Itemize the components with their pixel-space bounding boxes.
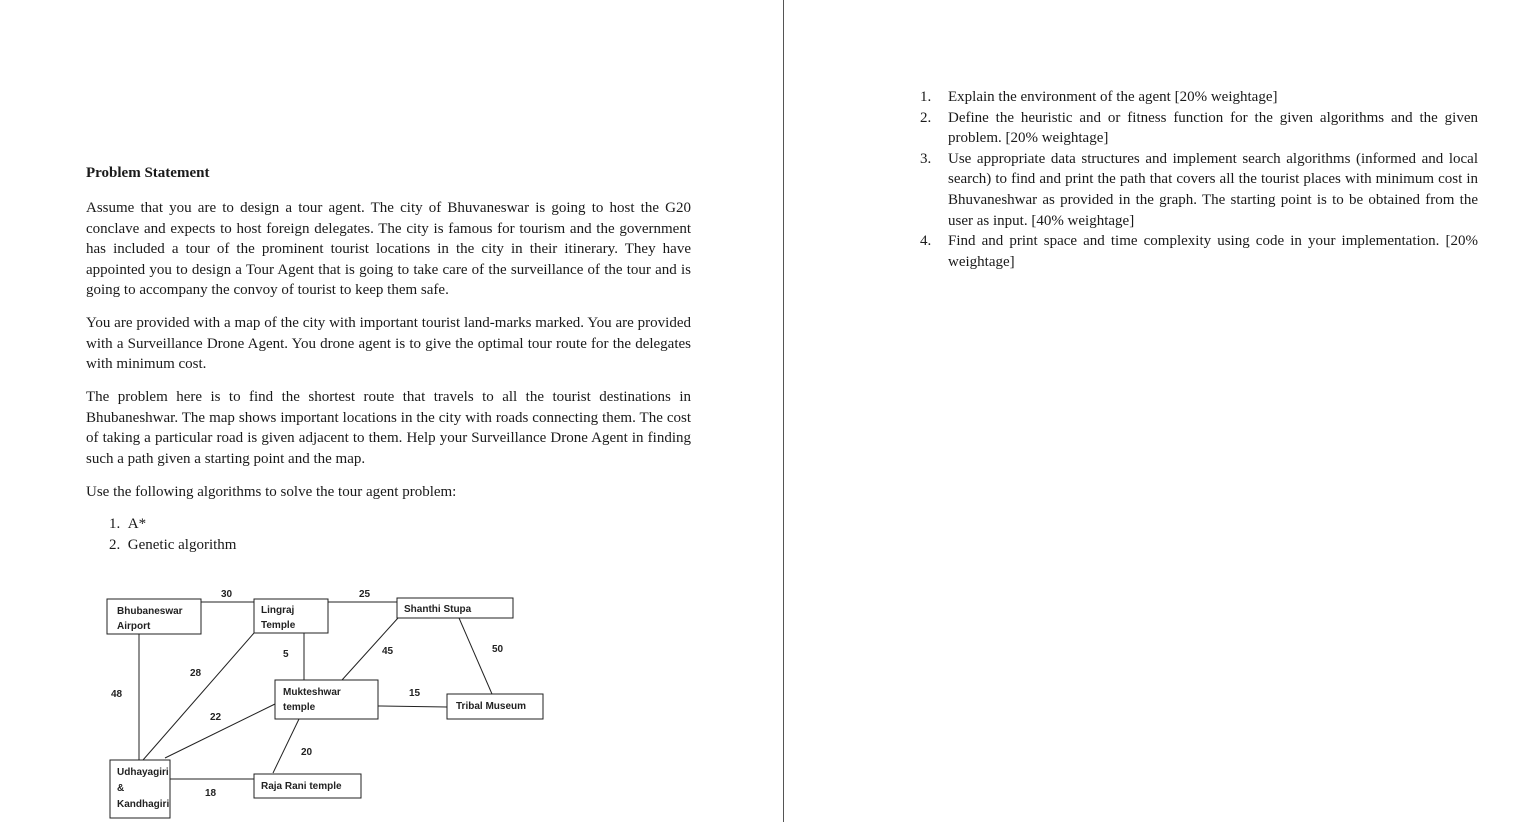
task-item (920, 149, 1478, 231)
node-rajarani-label: Raja Rani temple (261, 781, 342, 792)
cost-shanthi-tribal: 50 (492, 644, 504, 655)
problem-statement-heading: Problem Statement (86, 165, 210, 181)
node-airport-label-2: Airport (117, 621, 151, 632)
paragraph-problem: The problem here is to find the shortest route that travels to all the tourist destinations in Bhubaneshwar. The map shows important locations in the city with roads connecting them. The cost of taking a particular road is given adjacent to them. Help your Surveillance Drone Agent in finding such a path given a starting point and the map. (86, 389, 691, 467)
paragraph-intro: Assume that you are to design a tour agent. The city of Bhuvaneswar is going to host the G20 conclave and expects to host foreign delegates. The city is famous for tourism and the government has included a tour of the prominent tourist locations in the city in their itinerary. They have appointed you to design a Tour Agent that is going to take care of the surveillance of the tour and is going to accompany the convoy of tourist to keep them safe. (86, 200, 691, 299)
node-lingraj-label-2: Temple (261, 620, 296, 631)
node-udhayagiri-label-2: & (117, 783, 125, 794)
cost-udhayagiri-rajarani: 18 (205, 788, 217, 799)
node-mukteshwar-label-1: Mukteshwar (283, 687, 341, 698)
edge-mukteshwar-tribal (378, 706, 447, 707)
cost-shanthi-mukteshwar: 45 (382, 646, 394, 657)
cost-mukteshwar-tribal: 15 (409, 688, 421, 699)
task-item (920, 87, 1478, 108)
task-text: Find and print space and time complexity using code in your implementation. [20% weightage] (948, 233, 1478, 270)
cost-lingraj-udhayagiri: 28 (190, 668, 202, 679)
cost-airport-lingraj: 30 (221, 589, 233, 600)
cost-lingraj-shanthi: 25 (359, 589, 371, 600)
node-airport-label-1: Bhubaneswar (117, 606, 183, 617)
edge-mukteshwar-rajarani (273, 719, 299, 773)
algorithm-item: 1. A* (109, 516, 147, 532)
task-item (920, 108, 1478, 149)
task-list (920, 87, 1478, 272)
node-lingraj-label-1: Lingraj (261, 605, 295, 616)
cost-mukteshwar-rajarani: 20 (301, 747, 313, 758)
node-shanthi-label: Shanthi Stupa (404, 604, 472, 615)
task-text: Explain the environment of the agent [20% weightage] (948, 89, 1278, 105)
paragraph-algorithms-intro: Use the following algorithms to solve the tour agent problem: (86, 484, 457, 500)
cost-airport-udhayagiri: 48 (111, 689, 123, 700)
node-mukteshwar-label-2: temple (283, 702, 316, 713)
task-number: 2. (920, 109, 932, 126)
edge-shanthi-tribal (459, 618, 492, 694)
algorithm-item: 2. Genetic algorithm (109, 537, 237, 553)
node-mukteshwar-box (275, 680, 378, 719)
paragraph-map: You are provided with a map of the city with important tourist land-marks marked. You are provided with a Surveillance Drone Agent. You drone agent is to give the optimal tour route for the delegates with minimum cost. (86, 315, 691, 373)
node-udhayagiri-label-1: Udhayagiri (117, 767, 169, 778)
cost-lingraj-mukteshwar: 5 (283, 649, 289, 660)
node-tribal-label: Tribal Museum (456, 701, 527, 712)
task-item (920, 231, 1478, 272)
edge-lingraj-udhayagiri (143, 633, 254, 760)
task-number: 1. (920, 89, 932, 105)
task-number: 3. (920, 150, 932, 167)
cost-mukteshwar-udhayagiri: 22 (210, 712, 222, 723)
task-number: 4. (920, 233, 932, 250)
node-udhayagiri-label-3: Kandhagiri (117, 799, 170, 810)
task-text: Define the heuristic and or fitness function for the given algorithms and the given problem. [20% weightage] (948, 109, 1478, 147)
task-text: Use appropriate data structures and implement search algorithms (informed and local search) to find and print the path that covers all the tourist places with minimum cost in Bhuvaneshwar as provided in the graph. The starting point is to be obtained from the user as input. [40% weightage] (948, 150, 1478, 229)
